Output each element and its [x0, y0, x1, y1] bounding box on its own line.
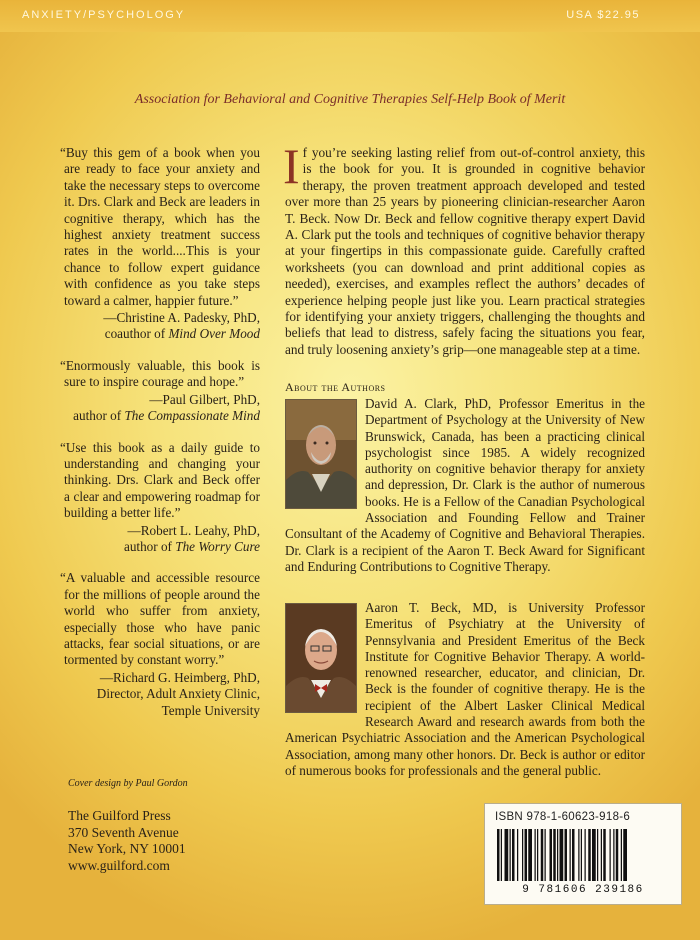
price-label: USA $22.95: [566, 9, 640, 21]
barcode-bar: [525, 829, 528, 881]
quote-text: “Buy this gem of a book when you are ready to face your anxiety and take the necessary steps to overcome it. Drs. Clark and Beck are leaders in cognitive therapy, which has the highest anxiety treatment success rates in the world....This is your chance to follow expert guidance with confidence as you take steps toward a calmer, happier future.”: [60, 145, 260, 308]
barcode-bar: [497, 829, 500, 881]
quote-author: —Christine A. Padesky, PhD,: [103, 310, 260, 326]
barcode-number: 9 781606 239186: [522, 884, 644, 896]
quote-leahy: [60, 440, 260, 556]
quote-padesky: [60, 145, 260, 343]
author-photo-clark: [285, 399, 357, 509]
barcode-bar: [592, 829, 596, 881]
barcode-bar: [510, 829, 511, 881]
author-name: Aaron T. Beck: [365, 600, 458, 615]
author-name: David A. Clark: [365, 396, 454, 411]
quote-text: “Use this book as a daily guide to understanding and changing your thinking. Drs. Clark and Beck offer a clear and empowering roadmap for building a better life.”: [60, 439, 260, 521]
barcode-bar: [560, 829, 564, 881]
barcode-icon: [497, 829, 669, 881]
author-credential: , PhD,: [453, 396, 492, 411]
barcode-bar: [565, 829, 568, 881]
drop-cap: I: [283, 138, 300, 194]
barcode-bar: [512, 829, 515, 881]
quote-role: Director, Adult Anxiety Clinic,: [96, 686, 260, 702]
award-line: Association for Behavioral and Cognitive Therapies Self-Help Book of Merit: [134, 92, 566, 107]
quote-book: The Worry Cure: [175, 538, 260, 554]
barcode-bar: [621, 829, 622, 881]
barcode-bar: [578, 829, 579, 881]
barcode-bar: [501, 829, 502, 881]
publisher-name: The Guilford Press: [68, 808, 171, 823]
publisher-street: 370 Seventh Avenue: [68, 824, 179, 840]
barcode-bar: [581, 829, 582, 881]
author-photo-beck: [285, 603, 357, 713]
about-authors-heading: About the Authors: [285, 380, 386, 394]
cover-credit: Cover design by Paul Gordon: [68, 778, 188, 789]
top-bar: [0, 0, 700, 32]
author-bio-text: is University Professor Emeritus of Psychiatry at the University of Pennsylvania and President Emeritus of the Beck Institute for Cognitive Behavior Therapy. A world-renowned researcher, educator, and clinician, Dr. Beck is the founder of cognitive therapy. He is the recipient of the Albert Lasker Clinical Medical Research Award and research awards from both the American Psychiatric Association and the American Psychological Association, among many other honors. Dr. Beck is author or editor of numerous books for professionals and the general public.: [285, 600, 645, 778]
quote-role: author of: [73, 408, 122, 424]
quote-role: author of: [123, 538, 172, 554]
quote-author: —Paul Gilbert, PhD,: [149, 391, 260, 407]
barcode-bar: [570, 829, 571, 881]
barcode-bar: [557, 829, 558, 881]
quote-affiliation: Temple University: [161, 702, 260, 718]
barcode-bar: [550, 829, 553, 881]
barcode-bar: [585, 829, 586, 881]
barcode-bar: [588, 829, 591, 881]
quote-book: The Compassionate Mind: [124, 408, 260, 424]
barcode-bar: [623, 829, 627, 881]
quote-author: —Richard G. Heimberg, PhD,: [99, 669, 260, 685]
barcode-bar: [522, 829, 523, 881]
barcode-bar: [535, 829, 536, 881]
bio-clark: [285, 396, 645, 575]
publisher-block: [68, 808, 186, 874]
barcode-bar: [603, 829, 606, 881]
publisher-city: New York, NY 10001: [68, 841, 186, 857]
quote-role: coauthor of: [104, 326, 166, 342]
barcode-bar: [613, 829, 614, 881]
quote-heimberg: [60, 570, 260, 719]
quote-text: “A valuable and accessible resource for the millions of people around the world who suffer from anxiety, especially those who have panic attacks, fear social situations, or are tormented by constant worry.”: [60, 570, 260, 668]
author-credential: , MD,: [457, 600, 497, 615]
quote-book: Mind Over Mood: [168, 326, 260, 342]
quote-text: “Enormously valuable, this book is sure to inspire courage and hope.”: [60, 357, 260, 390]
publisher-website[interactable]: www.guilford.com: [68, 857, 170, 873]
quote-gilbert: [60, 358, 260, 425]
barcode-bar: [616, 829, 619, 881]
quote-author: —Robert L. Leahy, PhD,: [127, 522, 260, 538]
barcode-bar: [541, 829, 544, 881]
barcode-bar: [537, 829, 538, 881]
barcode-bar: [601, 829, 602, 881]
barcode-bar: [505, 829, 509, 881]
barcode-bar: [528, 829, 532, 881]
barcode-bar: [553, 829, 556, 881]
book-description: [283, 138, 645, 358]
barcode-bar: [610, 829, 611, 881]
barcode-bar: [517, 829, 518, 881]
isbn-label: ISBN 978-1-60623-918-6: [495, 811, 631, 823]
bio-beck: [285, 600, 645, 779]
category-label: ANXIETY/PSYCHOLOGY: [22, 9, 186, 21]
barcode-bar: [597, 829, 598, 881]
barcode-bar: [545, 829, 546, 881]
description-text: f you’re seeking lasting relief from out-of-control anxiety, this is the book for you. It is grounded in cognitive behavior therapy, the proven treatment approach developed and tested over more than 25 years by pioneering clinician-researcher Aaron T. Beck. Now Dr. Beck and fellow cognitive therapy expert David A. Clark put the tools and techniques of cognitive behavior therapy at your fingertips in this compassionate guide. Carefully crafted worksheets (you can download and print additional copies as needed), exercises, and examples reflect the authors’ decades of experience helping people just like you. Learn practical strategies for identifying your anxiety triggers, challenging the thoughts and beliefs that lead to distress, safely facing the situations you fear, and truly loosening anxiety’s grip—one manageable step at a time.: [285, 145, 645, 357]
endorsements: [60, 145, 260, 734]
barcode-bar: [572, 829, 575, 881]
author-bio-text: Professor Emeritus in the Department of Psychology at the University of New Brunswick, Canada, has been a practicing clinical psychologist since 1985. A widely recognized authority on cognitive behavior therapy for anxiety and depression, Dr. Clark is the author of numerous books. He is a Fellow of the Canadian Psychological Association and Founding Fellow and Trainer Consultant of the Academy of Cognitive and Behavioral Therapies. Dr. Clark is a recipient of the Aaron T. Beck Award for Significant and Enduring Contributions to Cognitive Therapy.: [285, 396, 646, 574]
barcode-box: [484, 803, 682, 905]
